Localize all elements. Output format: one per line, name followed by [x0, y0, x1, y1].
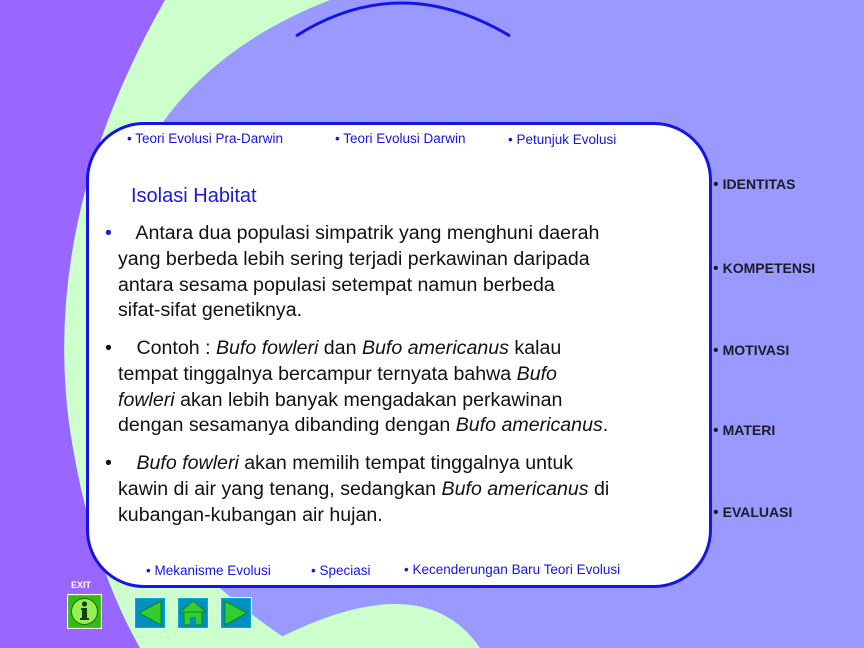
link-kecenderungan-baru[interactable]: • Kecenderungan Baru Teori Evolusi [404, 562, 621, 577]
link-mekanisme-evolusi[interactable]: • Mekanisme Evolusi [146, 563, 271, 578]
text: dengan sesamanya dibanding dengan [118, 414, 456, 437]
link-label: Kecenderungan Baru Teori Evolusi [412, 562, 621, 577]
bullet: • [713, 342, 719, 359]
info-icon [67, 594, 102, 629]
home-button[interactable] [177, 597, 209, 629]
text: sifat-sifat genetiknya. [118, 299, 303, 322]
exit-button[interactable] [67, 594, 102, 629]
next-button[interactable] [220, 597, 252, 629]
arrow-right-icon [220, 597, 252, 629]
bullet: • [713, 422, 719, 439]
text: akan lebih banyak mengadakan perkawinan [174, 388, 563, 411]
species-name: Bufo fowleri [215, 337, 319, 359]
text: di [588, 477, 610, 500]
species-name: fowleri [118, 388, 175, 411]
link-teori-evolusi-pra-darwin[interactable]: • Teori Evolusi Pra-Darwin [127, 131, 284, 146]
bullet: • [713, 260, 719, 277]
species-name: Bufo [516, 362, 557, 385]
link-label: Teori Evolusi Pra-Darwin [135, 131, 284, 146]
text: . [602, 414, 609, 437]
bullet: • [105, 452, 112, 474]
bullet: • [713, 504, 719, 521]
link-speciasi[interactable]: • Speciasi [311, 563, 371, 578]
species-name: Bufo fowleri [136, 452, 239, 474]
prev-button[interactable] [134, 597, 166, 629]
link-label: Teori Evolusi Darwin [343, 131, 466, 146]
text: kubangan-kubangan air hujan. [118, 503, 383, 526]
link-petunjuk-evolusi[interactable]: • Petunjuk Evolusi [508, 132, 617, 147]
nav-materi[interactable] [713, 422, 775, 440]
bullet: • [105, 222, 112, 244]
nav-label: MATERI [722, 422, 776, 438]
paragraph-1 [105, 221, 678, 324]
nav-label: IDENTITAS [722, 176, 796, 192]
bullet: • [105, 337, 112, 359]
nav-identitas[interactable] [713, 176, 795, 194]
text: tempat tinggalnya bercampur ternyata bahwa [118, 362, 517, 385]
page-title: Isolasi Habitat [131, 185, 257, 207]
nav-label: EVALUASI [722, 504, 793, 520]
nav-label: KOMPETENSI [722, 260, 816, 276]
home-icon [177, 597, 209, 629]
text: Contoh : [136, 337, 216, 359]
link-label: Mekanisme Evolusi [154, 563, 271, 578]
nav-evaluasi[interactable] [713, 504, 792, 522]
nav-kompetensi[interactable] [713, 260, 815, 278]
exit-label: EXIT [71, 580, 92, 590]
link-label: Petunjuk Evolusi [516, 132, 617, 147]
text: akan memilih tempat tinggalnya untuk [238, 452, 574, 474]
paragraph-2 [105, 336, 678, 439]
nav-label: MOTIVASI [722, 342, 790, 358]
link-label: Speciasi [319, 563, 371, 578]
nav-motivasi[interactable] [713, 342, 789, 360]
species-name: Bufo americanus [361, 337, 509, 359]
link-teori-evolusi-darwin[interactable]: • Teori Evolusi Darwin [335, 131, 466, 146]
text: kawin di air yang tenang, sedangkan [118, 477, 442, 500]
text: antara sesama populasi setempat namun berbeda [118, 273, 555, 296]
species-name: Bufo americanus [455, 414, 603, 437]
text: Antara dua populasi simpatrik yang menghuni daerah [135, 222, 600, 244]
paragraph-3 [105, 451, 678, 528]
bullet: • [713, 176, 719, 193]
species-name: Bufo americanus [441, 477, 589, 500]
text: yang berbeda lebih sering terjadi perkawinan daripada [118, 247, 590, 270]
text: dan [318, 337, 362, 359]
text: kalau [508, 337, 562, 359]
arrow-left-icon [134, 597, 166, 629]
